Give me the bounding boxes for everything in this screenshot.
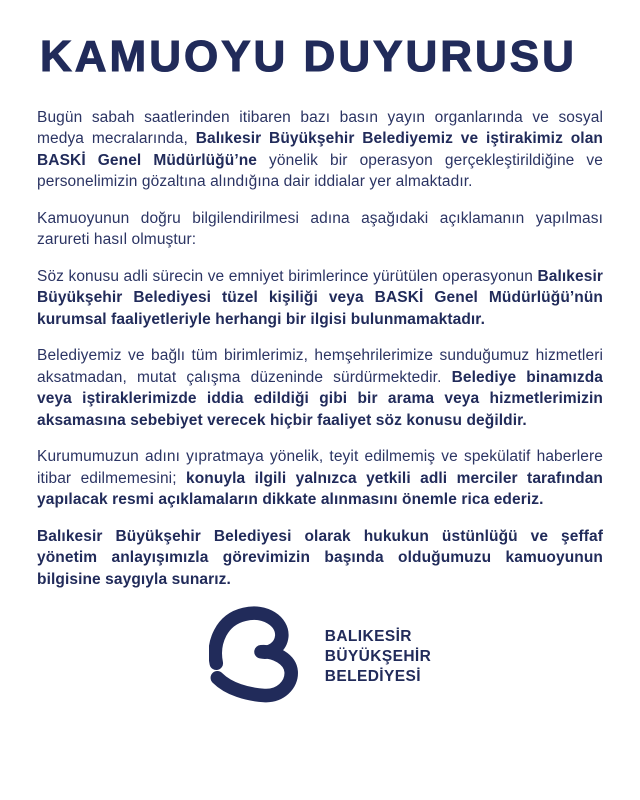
logo-line-1: BALIKESİR — [324, 628, 412, 646]
municipality-logo — [0, 605, 640, 709]
paragraph-bold-segment: Belediye binamızda veya iştiraklerimizde iddia edildiği gibi bir arama veya hizmetlerimizin aksamasına sebebiyet verecek hiçbir faaliyet söz konusu değildir. — [37, 368, 603, 429]
paragraph — [37, 208, 603, 251]
paragraph — [37, 107, 603, 193]
paragraph-segment: Söz konusu adli sürecin ve emniyet birimlerince yürütülen operasyonun — [37, 267, 538, 285]
logo-line-2: BÜYÜKŞEHİR — [324, 648, 432, 666]
logo-wordmark — [325, 627, 431, 687]
paragraph-segment: Kurumumuzun adını yıpratmaya yönelik, teyit edilmemiş ve spekülatif haberlere itibar edilmemesini; — [37, 448, 603, 487]
paragraph-bold-segment: konuyla ilgili yalnızca yetkili adli merciler tarafından yapılacak resmi açıklamaların dikkate alınmasını önemle rica ederiz. — [37, 469, 603, 509]
paragraph-segment: yönelik bir operasyon gerçekleştirildiğine ve personelimizin gözaltına alındığına dair iddialar yer almaktadır. — [37, 151, 603, 191]
paragraph-segment: Belediyemiz ve bağlı tüm birimlerimiz, hemşehrilerimize sunduğumuz hizmetleri aksatmadan, mutat çalışma düzeninde sürdürmektedir. — [37, 347, 603, 386]
paragraph — [37, 446, 603, 511]
logo-line-3: BELEDİYESİ — [324, 668, 421, 686]
paragraph-bold-segment: Balıkesir Büyükşehir Belediyemiz ve iştirakimiz olan BASKİ Genel Müdürlüğü’ne — [37, 130, 603, 169]
paragraph — [37, 526, 603, 591]
paragraph — [37, 345, 603, 431]
page-title: KAMUOYU DUYURUSU — [40, 32, 577, 81]
heart-b-logo-icon — [209, 605, 313, 709]
paragraph-segment: Bugün sabah saatlerinden itibaren bazı basın yayın organlarında ve sosyal medya mecralarında, — [37, 108, 603, 148]
announcement-body — [37, 107, 603, 591]
paragraph — [37, 266, 603, 331]
paragraph-segment: Kamuoyunun doğru bilgilendirilmesi adına aşağıdaki açıklamanın yapılması zarureti hasıl olmuştur: — [37, 209, 603, 249]
paragraph-bold-segment: Balıkesir Büyükşehir Belediyesi olarak hukukun üstünlüğü ve şeffaf yönetim anlayışımızla görevimizin başında olduğumuzu kamuoyunun bilgisine saygıyla sunarız. — [37, 527, 603, 588]
paragraph-bold-segment: Balıkesir Büyükşehir Belediyesi tüzel kişiliği veya BASKİ Genel Müdürlüğü’nün kurumsal faaliyetleriyle herhangi bir ilgisi bulunmamaktadır. — [37, 267, 603, 328]
heart-b-stroke — [215, 613, 291, 695]
